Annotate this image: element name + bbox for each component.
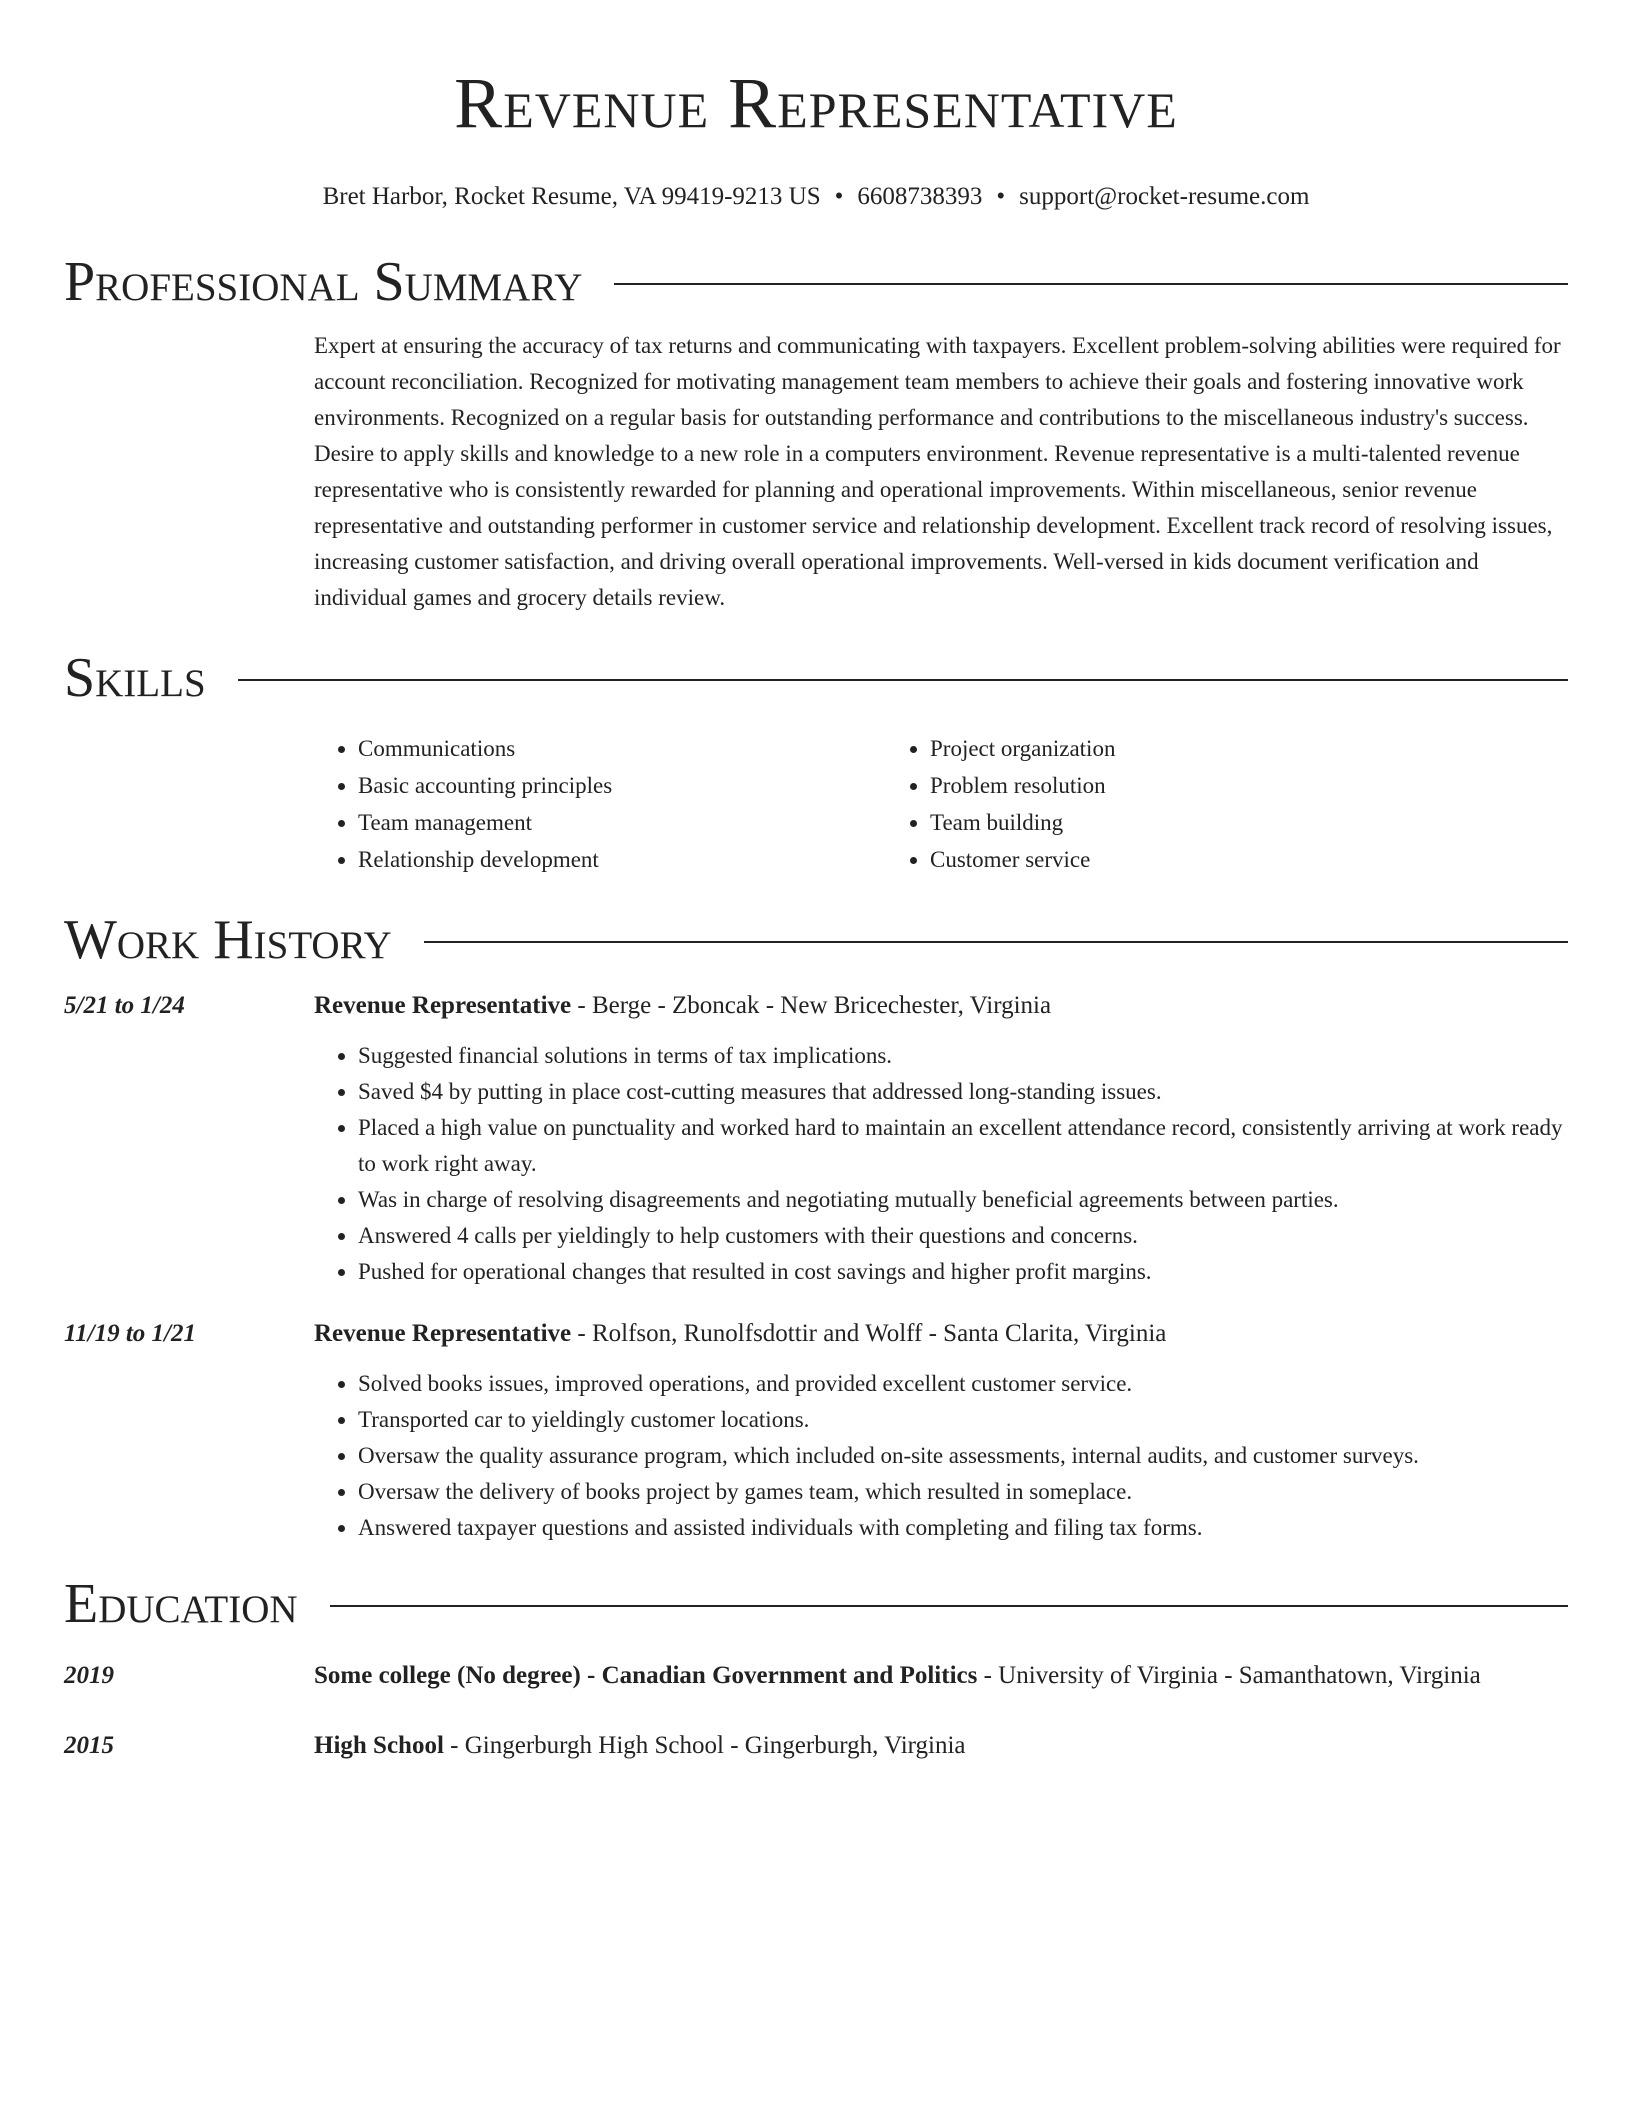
skill-item: • Communications <box>358 730 886 767</box>
job-entry <box>64 988 1568 1290</box>
contact-line <box>64 180 1568 214</box>
skill-item: • Problem resolution <box>930 767 1458 804</box>
education-entry <box>64 1728 1568 1764</box>
job-bullet: • Saved $4 by putting in place cost-cutting measures that addressed long-standing issues. <box>358 1074 1568 1110</box>
skills-heading: Skills <box>64 647 206 709</box>
skill-item: • Relationship development <box>358 841 886 878</box>
job-bullet: • Pushed for operational changes that resulted in cost savings and higher profit margins. <box>358 1254 1568 1290</box>
job-title: Revenue Representative <box>314 992 572 1019</box>
section-divider <box>614 283 1568 285</box>
job-bullet: • Suggested financial solutions in terms of tax implications. <box>358 1038 1568 1074</box>
section-divider <box>330 1605 1568 1607</box>
job-title: Revenue Representative <box>314 1320 572 1347</box>
skills-list-left <box>314 730 886 878</box>
job-employer: - Berge - Zboncak - New Bricechester, Virginia <box>571 992 1052 1019</box>
skills-list-right <box>886 730 1458 878</box>
skills-section-header <box>64 646 1568 710</box>
summary-section-header <box>64 250 1568 314</box>
education-degree: Some college (No degree) - Canadian Government and Politics <box>314 1662 978 1689</box>
education-school: - University of Virginia - Samanthatown, Virginia <box>977 1662 1481 1689</box>
job-title-line <box>314 1316 1568 1352</box>
job-entry <box>64 1316 1568 1546</box>
education-degree: High School <box>314 1732 444 1759</box>
education-year: 2019 <box>64 1662 114 1689</box>
skills-grid <box>314 730 1568 878</box>
job-bullet: • Answered taxpayer questions and assisted individuals with completing and filing tax forms. <box>358 1510 1568 1546</box>
job-bullet: • Oversaw the delivery of books project by games team, which resulted in someplace. <box>358 1474 1568 1510</box>
contact-separator: • <box>996 183 1006 210</box>
job-dates: 5/21 to 1/24 <box>64 992 185 1019</box>
contact-separator: • <box>834 183 844 210</box>
skill-item: • Team building <box>930 804 1458 841</box>
section-divider <box>238 679 1568 681</box>
job-bullet: • Solved books issues, improved operations, and provided excellent customer service. <box>358 1366 1568 1402</box>
job-bullet: • Was in charge of resolving disagreements and negotiating mutually beneficial agreements between parties. <box>358 1182 1568 1218</box>
contact-address: Bret Harbor, Rocket Resume, VA 99419-9213 US <box>322 183 821 210</box>
skill-item: • Customer service <box>930 841 1458 878</box>
skill-item: • Team management <box>358 804 886 841</box>
job-details <box>314 988 1568 1290</box>
job-bullet-list <box>314 1038 1568 1290</box>
job-bullet-list <box>314 1366 1568 1546</box>
job-bullet: • Oversaw the quality assurance program, which included on-site assessments, internal audits, and customer surveys. <box>358 1438 1568 1474</box>
job-bullet: • Answered 4 calls per yieldingly to help customers with their questions and concerns. <box>358 1218 1568 1254</box>
job-bullet: • Transported car to yieldingly customer locations. <box>358 1402 1568 1438</box>
summary-text: Expert at ensuring the accuracy of tax returns and communicating with taxpayers. Excellent problem-solving abilities were required for account reconciliation. Recognized for motivating management team members to achieve their goals and fostering innovative work environments. Recognized on a regular basis for outstanding performance and contributions to the miscellaneous industry's success. Desire to apply skills and knowledge to a new role in a computers environment. Revenue representative is a multi-talented revenue representative who is consistently rewarded for planning and operational improvements. Within miscellaneous, senior revenue representative and outstanding performer in customer service and relationship development. Excellent track record of resolving issues, increasing customer satisfaction, and driving overall operational improvements. Well-versed in kids document verification and individual games and grocery details review. <box>314 333 1561 610</box>
education-section-header <box>64 1572 1568 1636</box>
education-school: - Gingerburgh High School - Gingerburgh, Virginia <box>443 1732 966 1759</box>
job-details <box>314 1316 1568 1546</box>
skill-item: • Basic accounting principles <box>358 767 886 804</box>
contact-email: support@rocket-resume.com <box>1019 183 1310 210</box>
contact-phone: 6608738393 <box>857 183 983 210</box>
education-details <box>314 1658 1568 1694</box>
work-section-header <box>64 908 1568 972</box>
job-title-line <box>314 988 1568 1024</box>
skill-item: • Project organization <box>930 730 1458 767</box>
job-employer: - Rolfson, Runolfsdottir and Wolff - Santa Clarita, Virginia <box>571 1320 1167 1347</box>
education-details <box>314 1728 1568 1764</box>
resume-title: Revenue Representative <box>454 63 1178 143</box>
summary-heading: Professional Summary <box>64 251 583 313</box>
education-year: 2015 <box>64 1732 114 1759</box>
work-heading: Work History <box>64 909 392 971</box>
education-heading: Education <box>64 1573 298 1635</box>
job-bullet: • Placed a high value on punctuality and worked hard to maintain an excellent attendance record, consistently arriving at work ready to work right away. <box>358 1110 1568 1182</box>
section-divider <box>424 941 1568 943</box>
education-entry <box>64 1658 1568 1694</box>
job-dates: 11/19 to 1/21 <box>64 1320 196 1347</box>
